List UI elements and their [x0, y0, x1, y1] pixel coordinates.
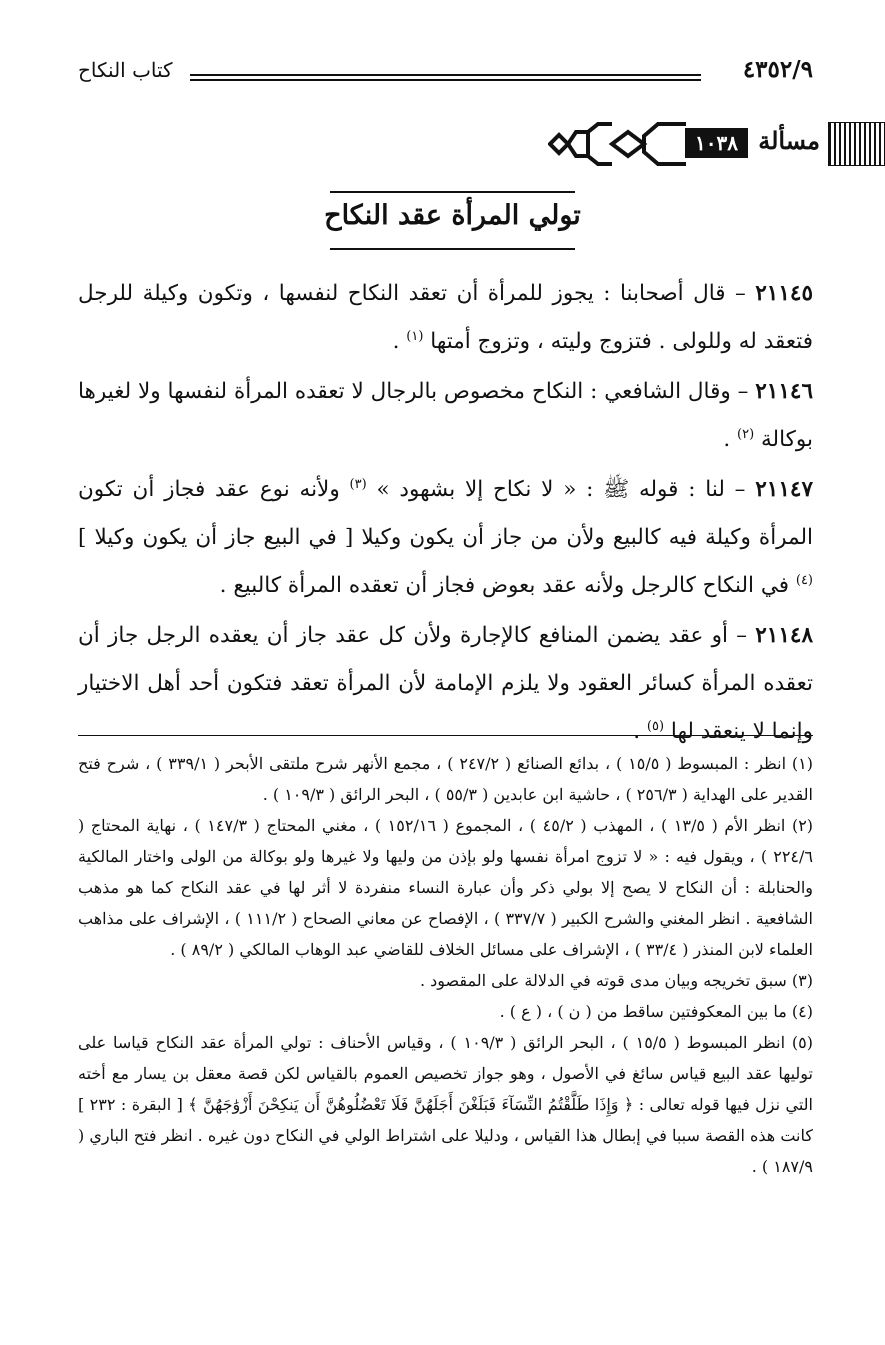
footnote-ref: (٢)	[737, 426, 755, 442]
masala-label: مسألة	[758, 126, 820, 155]
paragraph-number: ٢١١٤٨	[755, 623, 813, 648]
main-text	[78, 270, 813, 758]
paragraph-end: .	[392, 329, 407, 354]
paragraph-text: – وقال الشافعي : النكاح مخصوص بالرجال لا تعقده المرأة لنفسها ولا لغيرها بوكالة	[78, 379, 813, 452]
ornament-icon	[548, 118, 688, 170]
paragraph	[78, 270, 813, 366]
masala-number: ١٠٣٨	[685, 128, 748, 158]
paragraph-end: في النكاح كالرجل ولأنه عقد بعوض فجاز أن تعقده المرأة كالبيع .	[219, 573, 796, 598]
paragraph-number: ٢١١٤٧	[755, 477, 813, 502]
footnote-ref: (٣)	[349, 476, 367, 492]
footnote: (٣) سبق تخريجه وبيان مدى قوته في الدلالة على المقصود .	[419, 971, 813, 990]
footnote: (٥) انظر المبسوط ( ١٥/٥ ) ، البحر الرائق ( ١٠٩/٣ ) ، وقياس الأحناف : تولي المرأة عقد النكاح قياسا على توليها عقد البيع قياس سائغ في الأصول ، وهو جواز تخصيص العموم بالقياس لكن قصة معقل بن يسار مع أخته التي نزل فيها قوله تعالى : ﴿ وَإِذَا طَلَّقْتُمُ النِّسَآءَ فَبَلَغْنَ أَجَلَهُنَّ فَلَا تَعْضُلُوهُنَّ أَن يَنكِحْنَ أَزْوَٰجَهُنَّ ﴾ [ البقرة : ٢٣٢ ] كانت هذه القصة سببا في إبطال هذا القياس ، ودليلا على اشتراط الولي في النكاح دون غيره . انظر فتح الباري ( ١٨٧/٩ ) .	[78, 1033, 814, 1176]
paragraph-text: – قال أصحابنا : يجوز للمرأة أن تعقد النكاح لنفسها ، وتكون وكيلة للرجل فتعقد له وللولى . فتزوج وليته ، وتزوج أمتها	[78, 281, 813, 354]
footnote-ref: (١)	[406, 328, 424, 344]
paragraph-end: .	[633, 719, 647, 744]
paragraph-number: ٢١١٤٦	[755, 379, 813, 404]
paragraph-text: – لنا : قوله ﷺ : « لا نكاح إلا بشهود »	[376, 477, 756, 502]
header-rule	[190, 74, 701, 81]
paragraph-end: .	[723, 427, 738, 452]
book-title: كتاب النكاح	[78, 58, 173, 82]
page-number: ٤٣٥٢/٩	[742, 56, 813, 83]
page-title: تولي المرأة عقد النكاح	[324, 200, 581, 231]
footnote: (٢) انظر الأم ( ١٣/٥ ) ، المهذب ( ٤٥/٢ ) ، المجموع ( ١٥٢/١٦ ) ، مغني المحتاج ( ١٤٧/٣ ) ، نهاية المحتاج ( ٢٢٤/٦ ) ، ويقول فيه : « لا تزوج امرأة نفسها ولو بإذن من وليها ولا غيرها ولو بوكالة من الولى واختار المالكية والحنابلة : أن النكاح لا يصح إلا بولي ذكر وأن عبارة النساء منفردة لا أثر لها في عقد النكاح كما هو مذهب الشافعية . انظر المغني والشرح الكبير ( ٣٣٧/٧ ) ، الإفصاح عن معاني الصحاح ( ١١١/٢ ) ، الإشراف على مذاهب العلماء لابن المنذر ( ٣٣/٤ ) ، الإشراف على مسائل الخلاف للقاضي عبد الوهاب المالكي ( ٨٩/٢ ) .	[78, 816, 814, 959]
footnote-ref: (٤)	[795, 572, 813, 588]
footnote-separator	[78, 735, 813, 736]
footnote: (٤) ما بين المعكوفتين ساقط من ( ن ) ، ( ع ) .	[499, 1002, 813, 1021]
footnotes	[78, 748, 813, 1182]
title-rule-top	[330, 191, 575, 193]
footnote: (١) انظر : المبسوط ( ١٥/٥ ) ، بدائع الصنائع ( ٢٤٧/٢ ) ، مجمع الأنهر شرح ملتقى الأبحر ( ٣٣٩/١ ) ، شرح فتح القدير على الهداية ( ٢٥٦/٣ ) ، حاشية ابن عابدين ( ٥٥/٣ ) ، البحر الرائق ( ١٠٩/٣ ) .	[78, 754, 814, 804]
paragraph-text: – أو عقد يضمن المنافع كالإجارة ولأن كل عقد جاز أن يعقده الرجل جاز أن تعقده المرأة كسائر العقود ولا يلزم الإمامة لأن المرأة تعقد فتكون أحد أهل الاختيار وإنما لا ينعقد لها	[78, 623, 813, 744]
paragraph-text-cont: ولأنه نوع عقد فجاز أن تكون المرأة وكيلة فيه كالبيع ولأن من جاز أن يكون وكيلا [ في البيع جاز أن يكون وكيلا ]	[78, 477, 813, 550]
paragraph	[78, 466, 813, 610]
running-header	[78, 50, 813, 100]
footnote-ref: (٥)	[646, 718, 665, 734]
title-rule-bottom	[330, 248, 575, 250]
masala-banner	[548, 118, 885, 170]
paragraph-number: ٢١١٤٥	[755, 281, 813, 306]
striped-bars-ornament	[828, 122, 885, 166]
paragraph	[78, 368, 813, 464]
